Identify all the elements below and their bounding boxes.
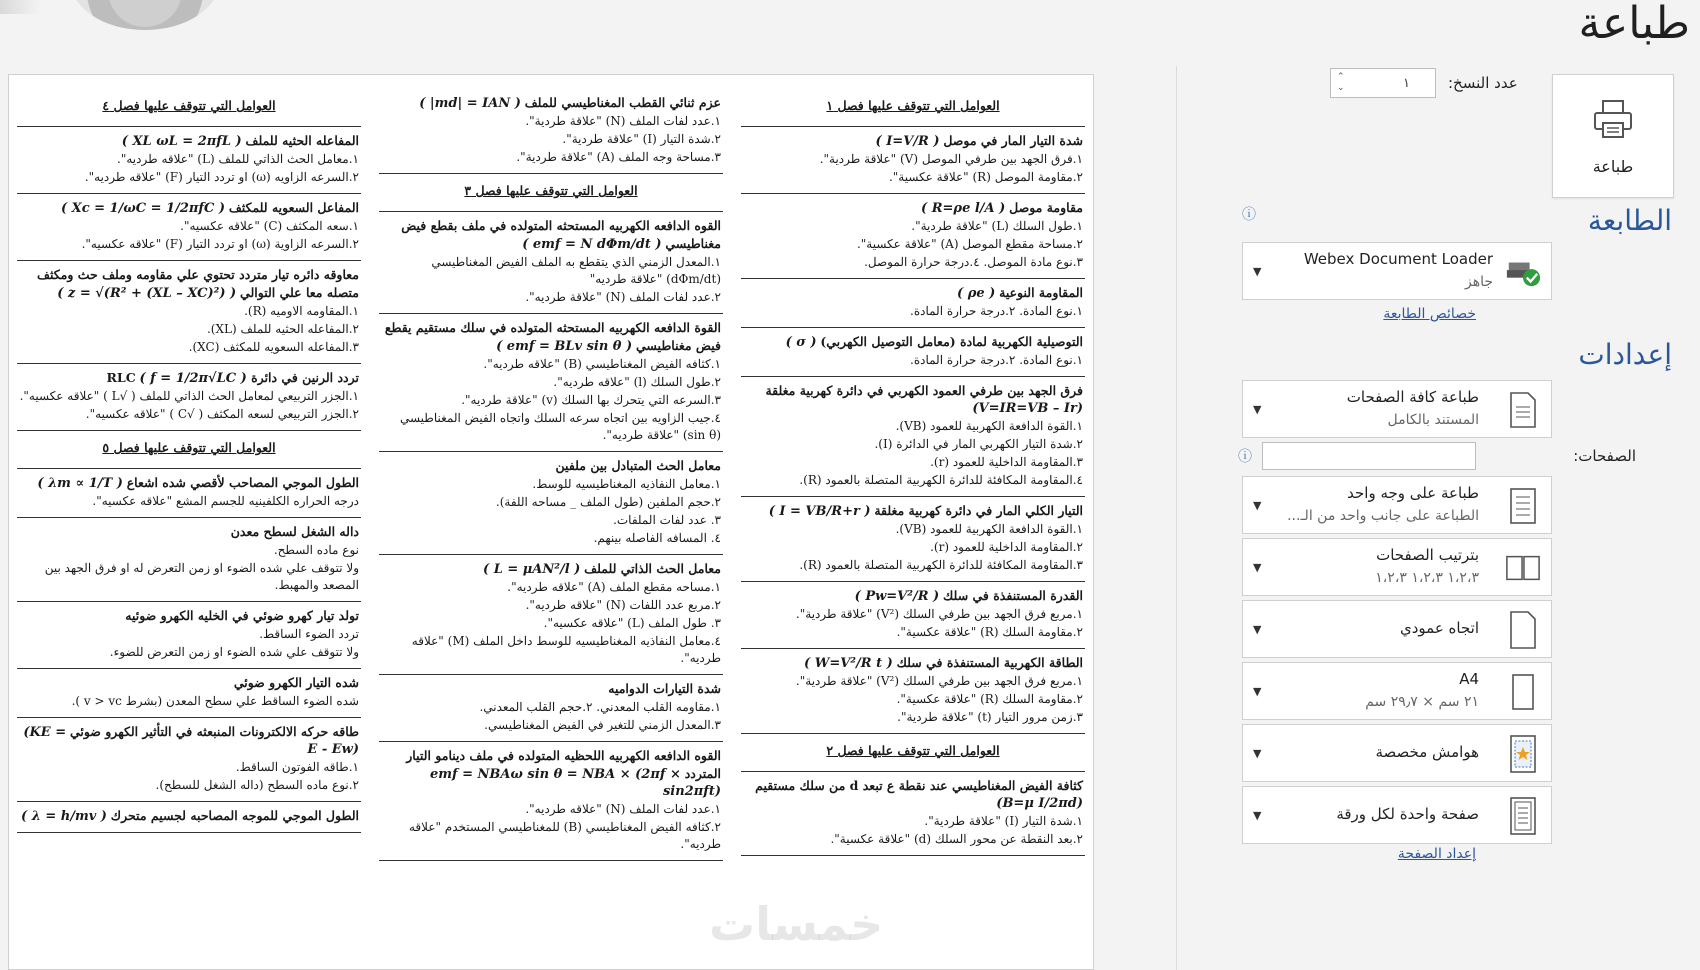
factor-line: شده الضوء الساقط علي سطح المعدن (بشرط v > vc ). <box>71 694 359 708</box>
printer-name: Webex Document Loader <box>1303 250 1493 268</box>
topic-heading: الطول الموجي المصاحب لأقصي شده اشعاع <box>126 475 359 490</box>
collation-select[interactable] <box>1242 538 1552 596</box>
document-block <box>741 734 1085 772</box>
document-block <box>17 127 361 194</box>
chevron-down-icon: ▼ <box>1253 623 1262 636</box>
formula: ( λm ∝ 1/T ) <box>37 476 123 491</box>
back-arrow-fragment[interactable] <box>0 0 40 14</box>
factor-line: ٣.المقاومة الداخلية للعمود (r). <box>930 455 1083 469</box>
copies-input[interactable] <box>1330 68 1436 98</box>
factor-line: ٢.بعد النقطة عن محور السلك (d) "علاقة عكسية". <box>830 832 1083 846</box>
factor-line: ١.مربع فرق الجهد بين طرفي السلك (V²) "علاقة طردية". <box>795 607 1083 621</box>
topic-heading: التيار الكلي المار في دائرة كهربية مغلقة <box>874 503 1083 518</box>
formula: ( W=V²/R t ) <box>804 656 893 671</box>
one-page-per-sheet-icon <box>1505 797 1541 835</box>
factor-line: ٣.نوع مادة الموصل. ٤.درجة حرارة الموصل. <box>864 255 1083 269</box>
column-right <box>741 89 1085 856</box>
preview-page <box>8 74 1094 970</box>
print-settings-panel <box>1238 66 1690 970</box>
topic-heading: المفاعل السعويه للمكثف <box>228 200 359 215</box>
factor-line: ١.القوة الدافعة الكهربية للعمود (VB). <box>895 419 1083 433</box>
topic-heading: شده التيار الكهرو ضوئي <box>233 675 359 690</box>
document-block <box>379 555 723 675</box>
factor-line: ٣.المقاومة المكافئة للدائرة الكهربية المتصلة بالعمود (R). <box>799 558 1083 572</box>
section-heading: العوامل التي تتوقف عليها فصل ٥ <box>102 440 276 455</box>
section-heading: العوامل التي تتوقف عليها فصل ٣ <box>464 183 638 198</box>
spinner-arrows-icon[interactable]: ⌃ ⌄ <box>1337 72 1345 93</box>
document-block <box>17 718 361 802</box>
topic-heading: فرق الجهد بين طرفي العمود الكهربي في دائرة كهربية مغلقة <box>765 383 1083 398</box>
factor-line: تردد الضوء الساقط. <box>259 627 359 641</box>
document-block <box>741 649 1085 734</box>
topic-heading: طاقه حركه الالكترونات المنبعثه في التأثير الكهرو ضوئي <box>69 724 359 739</box>
section-heading: العوامل التي تتوقف عليها فصل ٢ <box>826 743 1000 758</box>
document-block <box>741 772 1085 856</box>
formula: ( I = VB/R+r ) <box>768 504 871 519</box>
formula: (B=μ I/2πd) <box>996 796 1083 811</box>
topic-heading: القوه الدافعه الكهربيه المستحثه المتولده في ملف بقطع فيض مغناطيسي <box>401 218 721 251</box>
factor-line: ١.نوع المادة. ٢.درجة حرارة المادة. <box>910 353 1083 367</box>
document-block <box>17 469 361 518</box>
margins-title: هوامش مخصصة <box>1375 743 1479 761</box>
topic-heading: شدة التيار المار في موصل <box>943 133 1083 148</box>
factor-line: ١.مساحه مقطع الملف (A) "علاقه طرديه". <box>507 580 721 594</box>
factor-line: ١.كثافه الفيض المغناطيسي (B) "علاقه طرديه". <box>483 357 721 371</box>
section-heading: العوامل التي تتوقف عليها فصل ١ <box>826 98 1000 113</box>
document-block <box>17 669 361 718</box>
factor-line: ٢.مقاومة الموصل (R) "علاقة عكسية". <box>888 170 1083 184</box>
factor-line: ١.عدد لفات الملف (N) "علاقة طردية". <box>525 114 721 128</box>
collated-pages-icon <box>1505 549 1541 587</box>
chevron-down-icon: ▼ <box>1253 265 1262 278</box>
sides-subtitle: الطباعة على جانب واحد من الـ... <box>1287 508 1479 524</box>
pages-per-sheet-select[interactable] <box>1242 786 1552 844</box>
factor-line: ٢.طول السلك (l) "علاقه طرديه". <box>553 375 721 389</box>
factor-line: ١.معامل النفاذيه المغناطيسيه للوسط. <box>532 477 721 491</box>
paper-size-title: A4 <box>1459 670 1479 688</box>
paper-size-select[interactable] <box>1242 662 1552 720</box>
factor-line: ٢.الجزر التربيعي لسعه المكثف ( √C ) "علاقه عكسيه". <box>85 407 359 421</box>
document-block <box>741 497 1085 582</box>
formula: ( R=ρe l/A ) <box>921 201 1006 216</box>
factor-line: ١.نوع المادة. ٢.درجة حرارة المادة. <box>910 304 1083 318</box>
watermark: خمسات <box>709 897 884 951</box>
factor-line: ٢.نوع ماده السطح (داله الشغل للسطح). <box>155 778 359 792</box>
factor-line: ٣.مساحة وجه الملف (A) "علاقة طردية". <box>516 150 721 164</box>
formula: ( L = μAN²/l ) <box>483 562 581 577</box>
topic-heading: داله الشغل لسطح معدن <box>230 524 359 539</box>
topic-heading: الطول الموجي للموجه المصاحبه لجسيم متحرك <box>110 808 359 823</box>
topic-heading: المقاومة النوعية <box>999 285 1083 300</box>
document-block <box>741 194 1085 279</box>
pages-label: الصفحات: <box>1573 447 1636 465</box>
document-block <box>17 431 361 469</box>
page-setup-link[interactable]: إعداد الصفحة <box>1397 846 1476 862</box>
print-range-title: طباعة كافة الصفحات <box>1346 388 1479 406</box>
orientation-select[interactable] <box>1242 600 1552 658</box>
document-block <box>17 602 361 669</box>
one-sided-page-icon <box>1505 487 1541 525</box>
topic-heading: مقاومة موصل <box>1009 200 1083 215</box>
settings-section-title: إعدادات <box>1578 338 1672 371</box>
formula: ( f = 1/2π√LC ) <box>139 371 247 386</box>
factor-line: ٣.زمن مرور التيار (t) "علاقة طردية". <box>897 710 1083 724</box>
topic-heading: معامل الحث الذاتي للملف <box>584 561 721 576</box>
factor-line: ١.معامل الحث الذاتي للملف (L) "علاقه طرديه". <box>117 152 359 166</box>
factor-line: ٢.السرعه الزاويه (ω) او تردد التيار (F) "علاقه طرديه". <box>84 170 359 184</box>
printer-status: جاهز <box>1464 274 1493 290</box>
document-block <box>379 742 723 861</box>
copies-label: عدد النسخ: <box>1448 74 1518 92</box>
factor-line: ١.سعه المكثف (C) "علاقه عكسيه". <box>180 219 359 233</box>
factor-line: نوع ماده السطح. <box>273 543 359 557</box>
topic-heading: المفاعله الحثيه للملف <box>245 133 359 148</box>
formula: emf = NBAω sin θ = NBA × (2πf × sin2πft) <box>429 767 721 799</box>
topic-heading: تولد تيار كهرو ضوئي في الخليه الكهرو ضوئيه <box>125 608 359 623</box>
portrait-page-icon <box>1505 611 1541 649</box>
print-range-subtitle: المستند بالكامل <box>1387 412 1479 428</box>
topic-heading: الطاقة الكهربية المستنفذة في سلك <box>896 655 1083 670</box>
document-block <box>741 582 1085 649</box>
printer-ready-icon <box>1505 253 1541 291</box>
chevron-down-icon: ▼ <box>1253 747 1262 760</box>
factor-line: ٤.المقاومة المكافئة للدائرة الكهربية المتصلة بالعمود (R). <box>799 473 1083 487</box>
formula: ( σ ) <box>785 335 817 350</box>
print-button-label: طباعة <box>1592 156 1634 176</box>
printer-info-icon[interactable]: ⓘ <box>1242 207 1256 223</box>
document-block <box>17 364 361 431</box>
factor-line: ٢.مقاومة السلك (R) "علاقة عكسية". <box>896 692 1083 706</box>
formula: ( emf = N dΦm/dt ) <box>522 237 662 252</box>
document-block <box>17 802 361 833</box>
section-heading: العوامل التي تتوقف عليها فصل ٤ <box>102 98 276 113</box>
factor-line: ٣.المفاعله السعويه للمكثف (XC). <box>188 340 359 354</box>
printer-section-title: الطابعة <box>1587 204 1672 237</box>
factor-line: ٢.حجم الملفين (طول الملف _ مساحه اللفة). <box>495 495 721 509</box>
document-block <box>741 328 1085 377</box>
formula: ( z = √(R² + (XL – XC)²) ) <box>57 286 237 301</box>
document-block <box>379 314 723 452</box>
factor-line: ٣.السرعه التي يتحرك بها السلك (v) "علاقة طرديه". <box>461 393 721 407</box>
panel-divider <box>1176 66 1177 970</box>
factor-line: ١.القوة الدافعة الكهربية للعمود (VB). <box>895 522 1083 536</box>
document-block <box>379 212 723 314</box>
topic-heading: كثافة الفيض المغناطيسي عند نقطة ع تبعد d من سلك مستقيم <box>755 778 1083 793</box>
chevron-down-icon: ▼ <box>1253 561 1262 574</box>
factor-line: ١.طول السلك (L) "علاقة طردية". <box>911 219 1083 233</box>
document-pages-icon <box>1505 391 1541 429</box>
printer-select[interactable] <box>1242 242 1552 300</box>
document-block <box>379 174 723 212</box>
document-block <box>741 279 1085 328</box>
document-block <box>17 194 361 261</box>
formula: ( emf = BLv sin θ ) <box>496 339 633 354</box>
factor-line: ٢.مقاومة السلك (R) "علاقة عكسية". <box>896 625 1083 639</box>
pages-per-sheet-title: صفحة واحدة لكل ورقة <box>1336 805 1479 823</box>
factor-line: ٤.جيب الزاويه بين اتجاه سرعه السلك واتجاه الفيض المغناطيسي (sin θ) "علاقة طرديه". <box>399 411 721 442</box>
formula: ( |md| = IAN ) <box>419 96 521 111</box>
factor-line: ٤. المسافه الفاصله بينهم. <box>593 531 721 545</box>
factor-line: ٢.المفاعله الحثيه للملف (XL). <box>206 322 359 336</box>
factor-line: ٣. عدد لفات الملفات. <box>613 513 721 527</box>
chevron-down-icon: ▼ <box>1253 685 1262 698</box>
factor-line: درجه الحراره الكلفينيه للجسم المشع "علاقه عكسيه". <box>92 494 359 508</box>
factor-line: ١.الجزر التربيعي لمعامل الحث الذاتي للملف ( √L ) "علاقه عكسيه". <box>19 389 359 403</box>
document-block <box>741 127 1085 194</box>
printer-properties-link[interactable]: خصائص الطابعة <box>1383 306 1476 322</box>
document-block <box>379 89 723 174</box>
chevron-down-icon: ▼ <box>1253 809 1262 822</box>
factor-line: ١.عدد لفات الملف (N) "علاقه طرديه". <box>525 802 721 816</box>
formula: ( λ = h/mv ) <box>21 809 107 824</box>
orientation-title: اتجاه عمودي <box>1399 619 1479 637</box>
factor-line: ٣.المعدل الزمني للتغير في الفيض المغناطيسي. <box>484 718 721 732</box>
factor-line: ١.طاقه الفوتون الساقط. <box>235 760 359 774</box>
chevron-down-icon: ▼ <box>1253 499 1262 512</box>
formula: ( XL ωL = 2πfL ) <box>121 134 242 149</box>
factor-line: ٤.معامل النفاذيه المغناطيسيه للوسط داخل الملف (M) "علاقه طرديه". <box>411 634 721 665</box>
formula: ( Xc = 1/ωC = 1/2πfC ) <box>60 201 225 216</box>
factor-line: ولا تتوقف علي شده الضوء او زمن التعرض للضوء. <box>109 645 359 659</box>
sides-title: طباعة على وجه واحد <box>1347 484 1479 502</box>
print-button[interactable] <box>1552 74 1674 198</box>
document-block <box>741 377 1085 497</box>
document-block <box>379 675 723 742</box>
topic-heading: القدرة المستنفذة في سلك <box>943 588 1083 603</box>
pages-input[interactable] <box>1262 442 1476 470</box>
print-preview[interactable] <box>0 74 1328 970</box>
chevron-down-icon: ▼ <box>1253 403 1262 416</box>
document-block <box>741 89 1085 127</box>
factor-line: ٢.شدة التيار (I) "علاقة طردية". <box>562 132 721 146</box>
paper-size-icon <box>1505 673 1541 711</box>
factor-line: ٢.كثافه الفيض المغناطيسي (B) للمغناطيسي المستخدم "علاقه طرديه". <box>408 820 721 851</box>
factor-line: ٣. طول الملف (L) "علاقه عكسيه". <box>543 616 721 630</box>
topic-heading: القوة الدافعه الكهربيه المستحثه المتولده في سلك مستقيم يقطع فيض مغناطيسي <box>384 320 721 353</box>
document-block <box>17 261 361 364</box>
document-block <box>379 452 723 555</box>
collation-title: بترتيب الصفحات <box>1376 546 1479 564</box>
print-range-select[interactable] <box>1242 380 1552 438</box>
document-block <box>17 89 361 127</box>
topic-heading: عزم ثنائي القطب المغناطيسي للملف <box>524 95 721 110</box>
column-left <box>17 89 361 833</box>
topic-heading: القوه الدافعه الكهربيه اللحظيه المتولده في ملف دينامو التيار المتردد <box>406 748 721 781</box>
paper-size-subtitle: ٢١ سم × ٢٩٫٧ سم <box>1365 694 1479 710</box>
copies-value: ١ <box>1403 75 1410 91</box>
topic-heading: معاوقه دائره تيار متردد تحتوي علي مقاومه وملف حث ومكثف متصله معا علي التوالي <box>37 267 359 300</box>
factor-line: ٢.شدة التيار الكهربي المار في الدائرة (I). <box>874 437 1083 451</box>
column-middle <box>379 89 723 861</box>
factor-line: ١.مقاومه القلب المعدني. ٢.حجم القلب المعدني. <box>479 700 721 714</box>
factor-line: ١.المعدل الزمني الذي يتقطع به الملف الفيض المغناطيسي (dΦm/dt) "علاقة طرديه" <box>431 255 721 286</box>
factor-line: ١.شدة التيار (I) "علاقة طردية". <box>924 814 1083 828</box>
factor-line: ٢.مساحة مقطع الموصل (A) "علاقة عكسية". <box>856 237 1083 251</box>
topic-heading: معامل الحث المتبادل بين ملفين <box>555 458 721 473</box>
factor-line: ١.فرق الجهد بين طرفي الموصل (V) "علاقة طردية". <box>819 152 1083 166</box>
document-block <box>17 518 361 602</box>
page-title: طباعة <box>1578 0 1690 49</box>
topic-heading: التوصيلية الكهربية لمادة (معامل التوصيل الكهربي) <box>820 334 1083 349</box>
app-logo-fragment <box>70 0 220 30</box>
formula: ( I=V/R ) <box>875 134 940 149</box>
formula: ( Pw=V²/R ) <box>854 589 940 604</box>
formula: (KE = E - Ew) <box>23 725 359 757</box>
factor-line: ٢.السرعه الزاوية (ω) او تردد التيار (F) "علاقه عكسيه". <box>81 237 359 251</box>
factor-line: ٢.المقاومة الداخلية للعمود (r). <box>930 540 1083 554</box>
pages-info-icon[interactable]: ⓘ <box>1238 449 1252 465</box>
margins-select[interactable] <box>1242 724 1552 782</box>
collation-subtitle: ١،٢،٣ ١،٢،٣ ١،٢،٣ <box>1375 570 1479 586</box>
topic-heading: تردد الرنين في دائرة RLC <box>106 370 359 385</box>
sides-select[interactable] <box>1242 476 1552 534</box>
custom-margins-icon <box>1505 735 1541 773</box>
formula: (V=IR=VB – Ir) <box>972 401 1083 416</box>
factor-line: ٢.عدد لفات الملف (N) "علاقة طرديه". <box>525 290 721 304</box>
factor-line: ١.المقاومه الاوميه (R). <box>244 304 359 318</box>
formula: ( ρe ) <box>957 286 996 301</box>
factor-line: ١.مربع فرق الجهد بين طرفي السلك (V²) "علاقة طردية". <box>795 674 1083 688</box>
pages-row <box>1238 442 1636 472</box>
factor-line: ولا تتوقف علي شده الضوء او زمن التعرض له او فرق الجهد بين المصعد والمهبط. <box>44 561 359 592</box>
printer-icon <box>1591 97 1635 145</box>
factor-line: ٢.مربع عدد اللفات (N) "علاقه طرديه". <box>525 598 721 612</box>
topic-heading: شدة التيارات الدواميه <box>608 681 721 696</box>
